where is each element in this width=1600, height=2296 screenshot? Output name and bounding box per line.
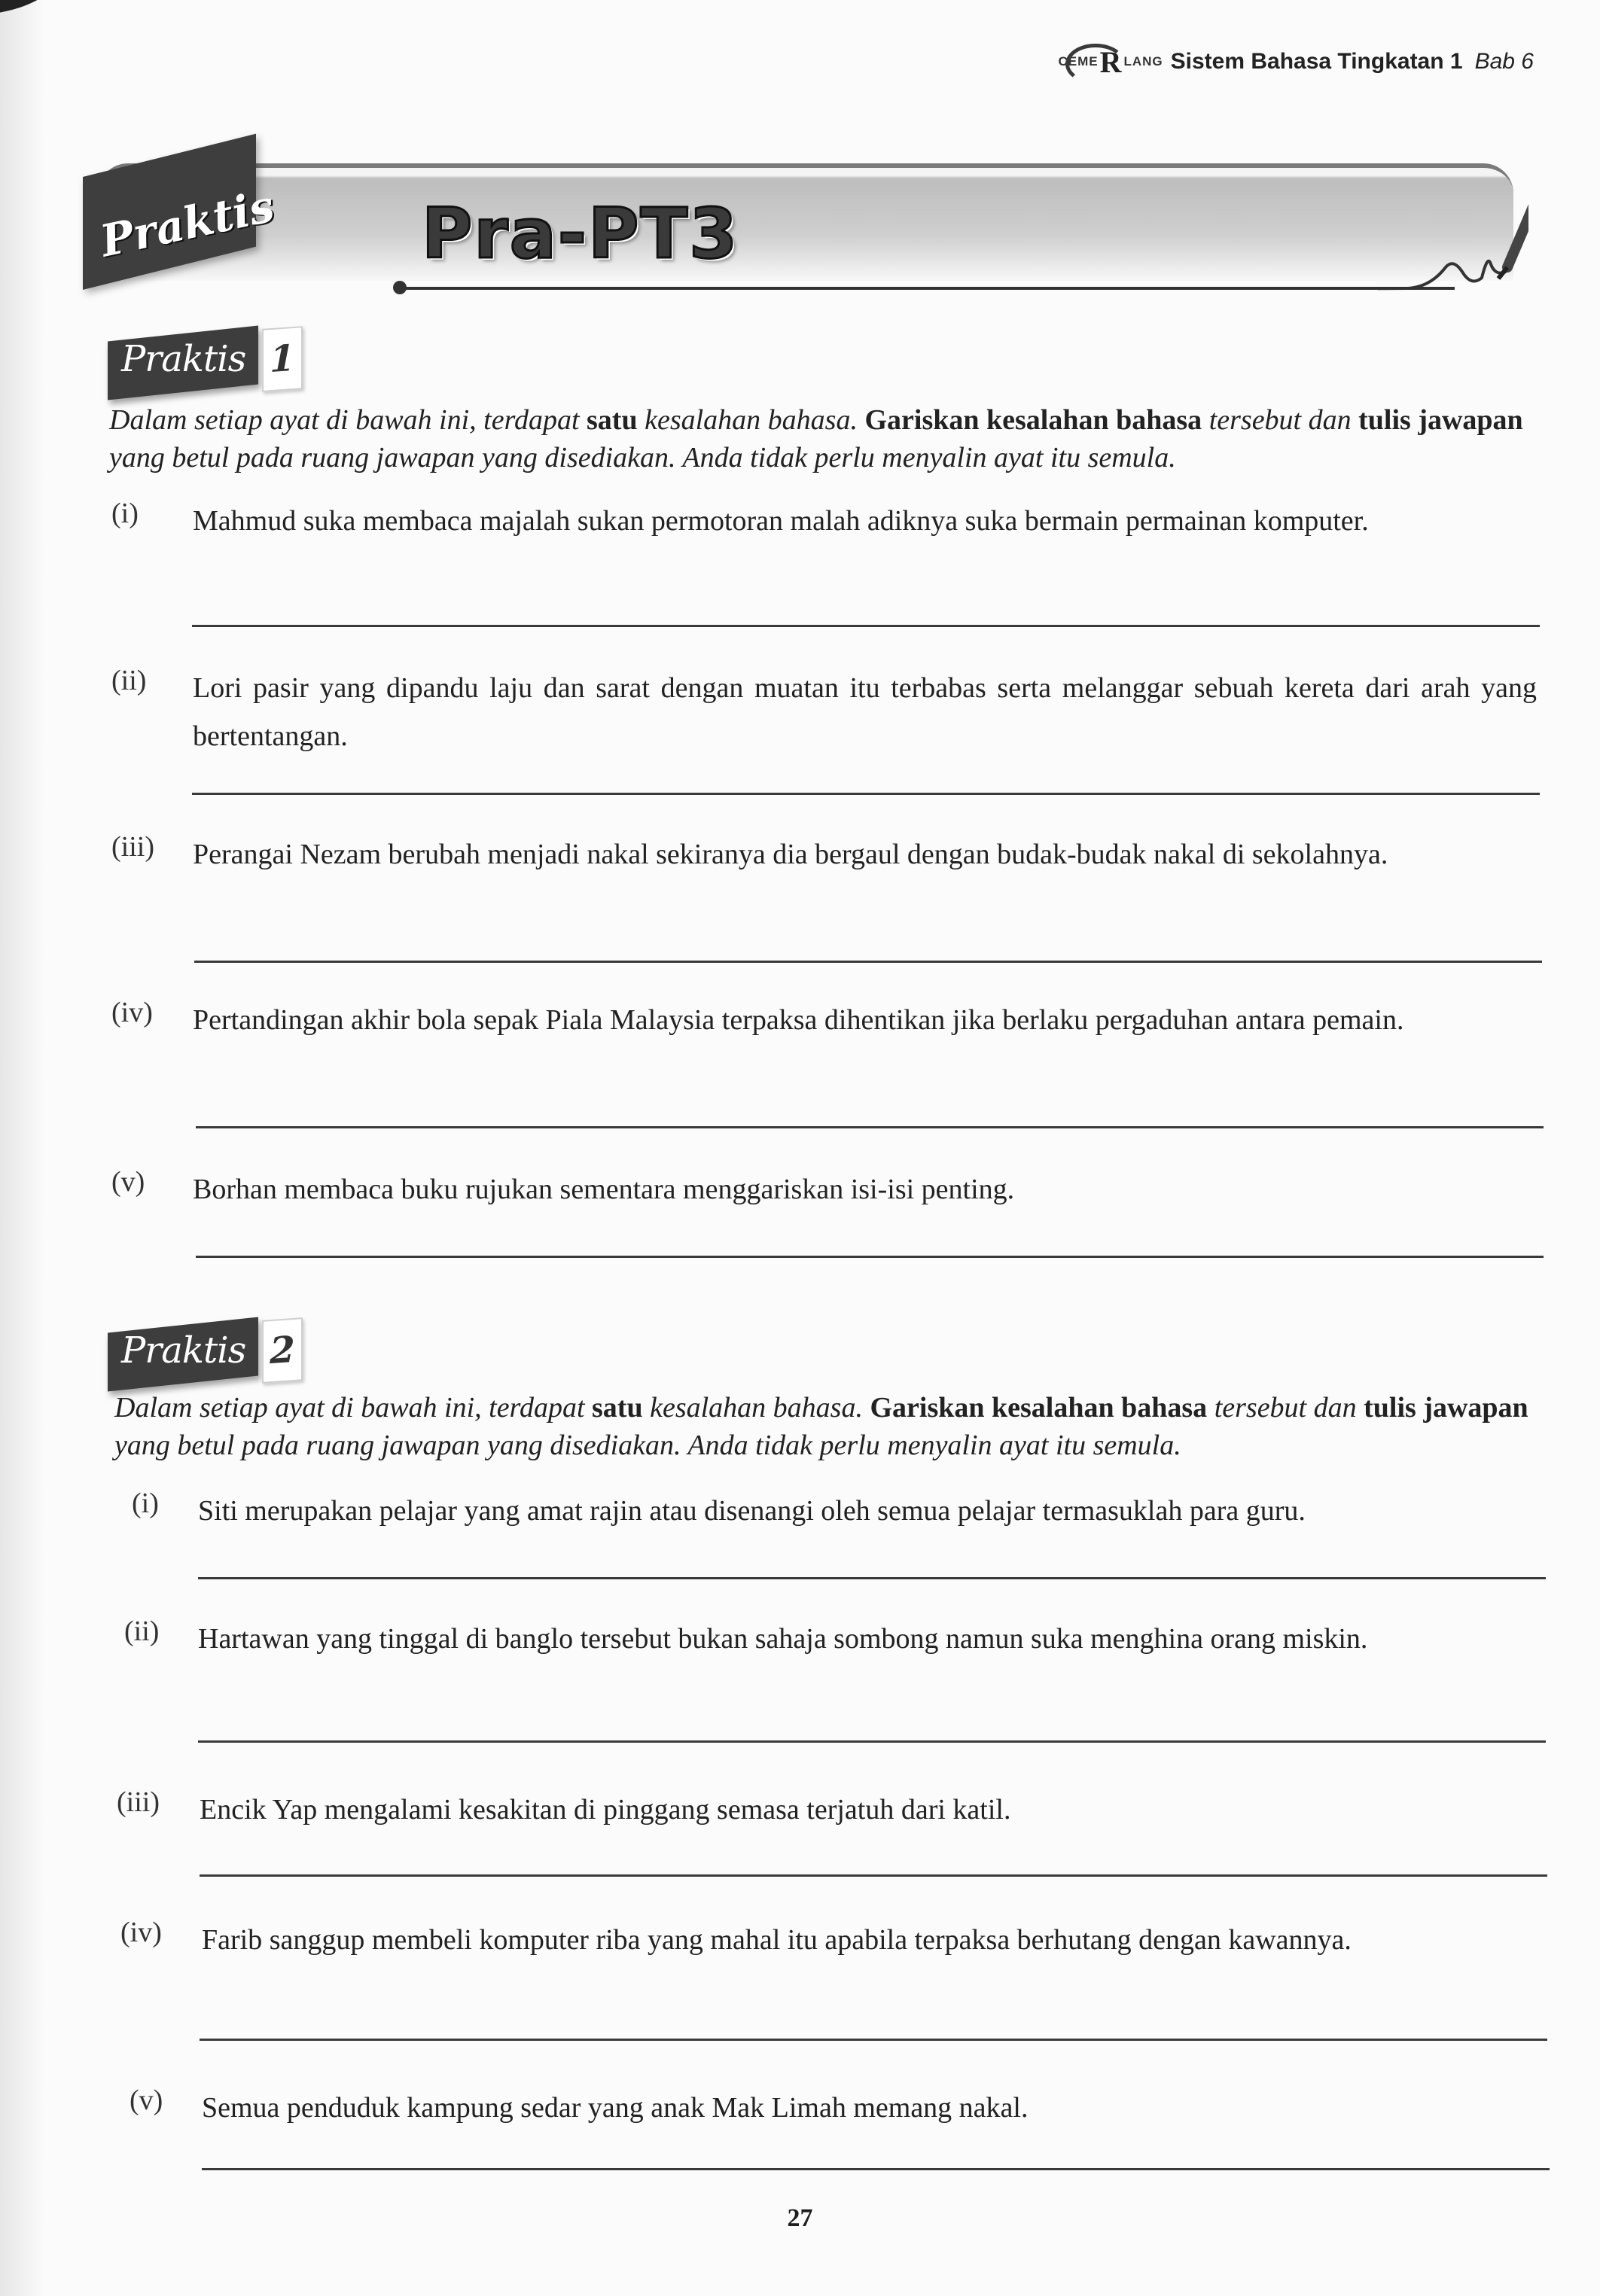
- banner-title: Pra-PT3: [422, 193, 739, 274]
- answer-line-1-iii[interactable]: [194, 961, 1542, 963]
- tag-number: 2: [270, 1328, 295, 1373]
- pra-pt3-banner: [83, 154, 1528, 297]
- running-header: [1058, 44, 1534, 79]
- answer-line-1-i[interactable]: [192, 625, 1540, 627]
- question-number: (v): [111, 1166, 145, 1198]
- page-number: 27: [787, 2204, 813, 2232]
- instruction-bold: tulis jawapan: [1364, 1392, 1528, 1424]
- question-number: (iv): [111, 997, 153, 1028]
- instruction-praktis-1: [109, 401, 1540, 477]
- instruction-bold: satu: [592, 1392, 643, 1424]
- instruction-bold: satu: [587, 404, 638, 436]
- banner-band: [98, 163, 1513, 281]
- tag-number-box: [262, 326, 303, 392]
- tag-label: Praktis: [121, 338, 246, 380]
- instruction-bold: tulis jawapan: [1358, 404, 1523, 436]
- cemerlang-logo: [1058, 44, 1163, 79]
- answer-line-1-iv[interactable]: [196, 1126, 1544, 1128]
- tag-label: Praktis: [121, 1329, 246, 1372]
- answer-line-2-v[interactable]: [202, 2168, 1550, 2170]
- instruction-text: kesalahan bahasa.: [637, 404, 865, 436]
- instruction-praktis-2: [114, 1389, 1545, 1464]
- praktis-2-tag: [108, 1311, 349, 1394]
- question-text: Farib sanggup membeli komputer riba yang mahal itu apabila terpaksa berhutang dengan kawannya.: [202, 1924, 1352, 1956]
- banner-underline: [401, 287, 1455, 290]
- instruction-bold: Gariskan kesalahan bahasa: [864, 404, 1202, 436]
- question-text: Borhan membaca buku rujukan sementara menggariskan isi-isi penting.: [193, 1174, 1015, 1205]
- answer-line-2-iv[interactable]: [200, 2039, 1547, 2041]
- instruction-text: yang betul pada ruang jawapan yang disediakan. Anda tidak perlu menyalin ayat itu semula.: [114, 1430, 1181, 1461]
- answer-line-1-ii[interactable]: [192, 793, 1540, 795]
- page-edge-shadow: [0, 0, 45, 2296]
- question-number: (iv): [120, 1917, 162, 1948]
- answer-line-2-iii[interactable]: [200, 1874, 1547, 1877]
- question-text: Semua penduduk kampung sedar yang anak Mak Limah memang nakal.: [202, 2092, 1029, 2124]
- instruction-text: tersebut dan: [1202, 404, 1359, 436]
- question-number: (ii): [111, 665, 147, 696]
- book-title: Sistem Bahasa Tingkatan 1: [1170, 49, 1463, 74]
- banner-flag-text: Praktis: [96, 180, 279, 267]
- instruction-text: yang betul pada ruang jawapan yang disediakan. Anda tidak perlu menyalin ayat itu semula.: [109, 442, 1176, 474]
- question-number: (iii): [117, 1786, 160, 1818]
- question-number: (ii): [124, 1615, 160, 1647]
- praktis-1-tag: [108, 320, 349, 403]
- question-text: Hartawan yang tinggal di banglo tersebut bukan sahaja sombong namun suka menghina orang miskin.: [198, 1623, 1368, 1655]
- instruction-text: kesalahan bahasa.: [642, 1392, 870, 1424]
- question-text: Siti merupakan pelajar yang amat rajin atau disenangi oleh semua pelajar termasuklah para guru.: [198, 1495, 1306, 1527]
- logo-suffix: LANG: [1123, 54, 1163, 69]
- question-number: (i): [132, 1488, 159, 1519]
- instruction-text: Dalam setiap ayat di bawah ini, terdapat: [114, 1392, 593, 1424]
- question-text: Encik Yap mengalami kesakitan di pinggang semasa terjatuh dari katil.: [200, 1794, 1011, 1826]
- pen-icon: [1378, 117, 1528, 305]
- chapter-label: Bab 6: [1474, 49, 1534, 74]
- answer-line-2-i[interactable]: [198, 1577, 1546, 1579]
- question-number: (v): [130, 2084, 163, 2116]
- instruction-text: tersebut dan: [1207, 1392, 1364, 1424]
- tag-number: 1: [270, 336, 295, 382]
- tag-number-box: [262, 1317, 303, 1384]
- logo-ring-icon: [1065, 44, 1126, 84]
- answer-line-1-v[interactable]: [196, 1256, 1544, 1258]
- question-number: (iii): [111, 831, 154, 863]
- instruction-text: Dalam setiap ayat di bawah ini, terdapat: [109, 404, 587, 436]
- question-text: Pertandingan akhir bola sepak Piala Malaysia terpaksa dihentikan jika berlaku pergaduhan antara pemain.: [193, 1004, 1404, 1036]
- question-text: Mahmud suka membaca majalah sukan permotoran malah adiknya suka bermain permainan komputer.: [193, 505, 1369, 537]
- logo-prefix: CEME: [1058, 54, 1099, 69]
- answer-line-2-ii[interactable]: [198, 1740, 1546, 1743]
- question-number: (i): [111, 498, 139, 529]
- logo-r: R: [1099, 44, 1123, 79]
- instruction-bold: Gariskan kesalahan bahasa: [870, 1392, 1208, 1424]
- question-text: Perangai Nezam berubah menjadi nakal sekiranya dia bergaul dengan budak-budak nakal di sekolahnya.: [193, 839, 1388, 870]
- question-text: Lori pasir yang dipandu laju dan sarat dengan muatan itu terbabas serta melanggar sebuah kereta dari arah yang bertentangan.: [193, 672, 1537, 752]
